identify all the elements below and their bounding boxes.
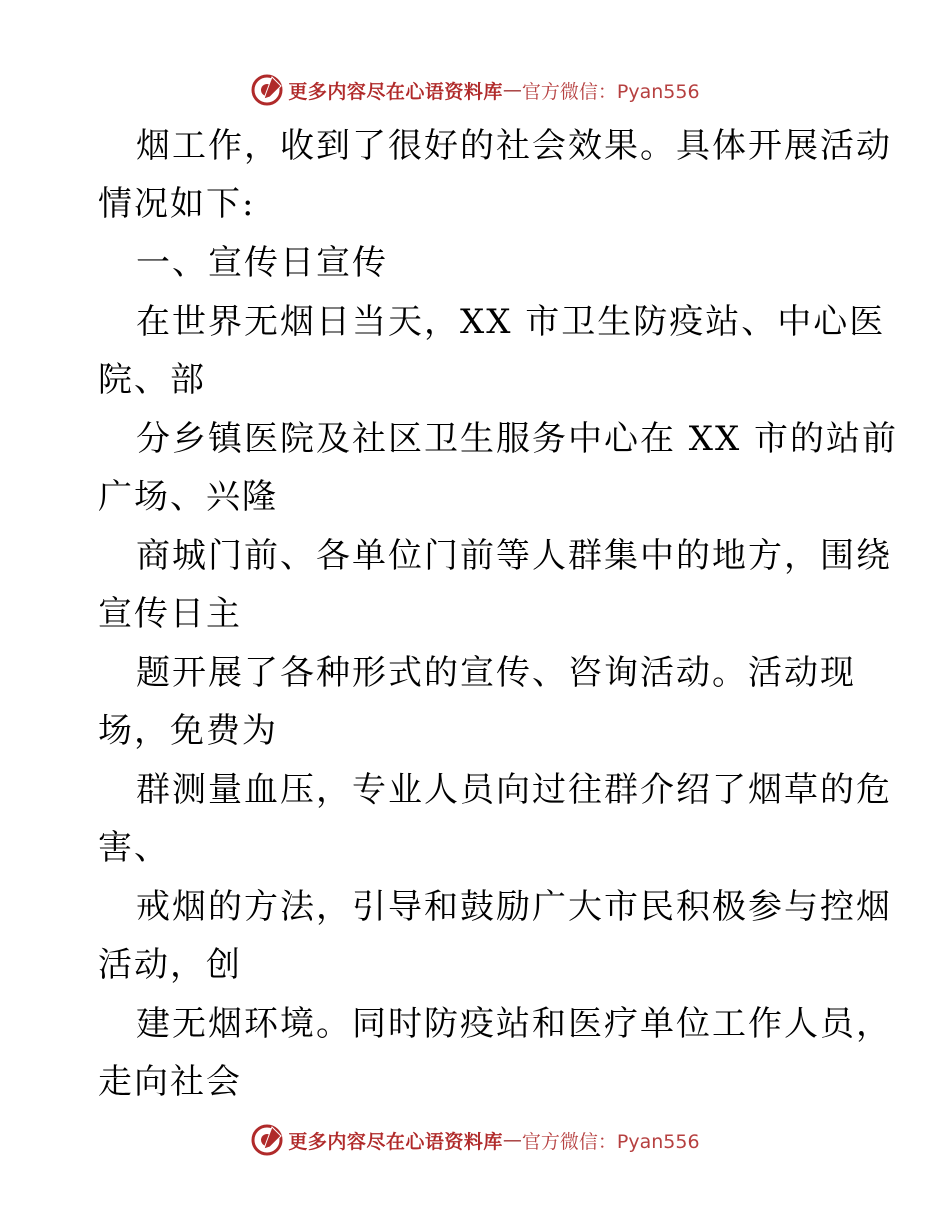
body-line: 场，免费为	[98, 711, 278, 751]
body-line: 走向社会	[98, 1062, 242, 1102]
footer-banner	[0, 1120, 950, 1160]
body-line: 商城门前、各单位门前等人群集中的地方，围绕	[136, 536, 892, 576]
body-line: 宣传日主	[98, 594, 242, 634]
banner-wechat: 官方微信：Pyan556	[521, 80, 700, 103]
body-line: 建无烟环境。同时防疫站和医疗单位工作人员，	[136, 1004, 892, 1044]
body-line: 群测量血压，专业人员向过往群介绍了烟草的危	[136, 770, 892, 810]
body-line: 广场、兴隆	[98, 477, 278, 517]
body-line: 戒烟的方法，引导和鼓励广大市民积极参与控烟	[136, 887, 892, 927]
body-line: 活动，创	[98, 945, 242, 985]
pen-logo-icon	[250, 73, 284, 107]
banner-wechat: 官方微信：Pyan556	[521, 1130, 700, 1153]
body-line: 情况如下:	[98, 184, 256, 224]
body-line: 题开展了各种形式的宣传、咨询活动。活动现	[136, 653, 856, 693]
body-line: 院、部	[98, 360, 206, 400]
banner-text: 更多内容尽在心语资料库	[288, 80, 503, 103]
pen-logo-icon	[250, 1123, 284, 1157]
header-banner	[0, 70, 950, 110]
body-line: 烟工作，收到了很好的社会效果。具体开展活动	[136, 126, 892, 166]
banner-separator: —	[502, 1129, 522, 1151]
body-line: 在世界无烟日当天，XX 市卫生防疫站、中心医	[136, 302, 886, 342]
banner-text: 更多内容尽在心语资料库	[288, 1130, 503, 1153]
body-line: 分乡镇医院及社区卫生服务中心在 XX 市的站前	[136, 419, 899, 459]
body-line: 一、宣传日宣传	[136, 243, 388, 283]
body-line: 害、	[98, 828, 170, 868]
banner-separator: —	[502, 79, 522, 101]
